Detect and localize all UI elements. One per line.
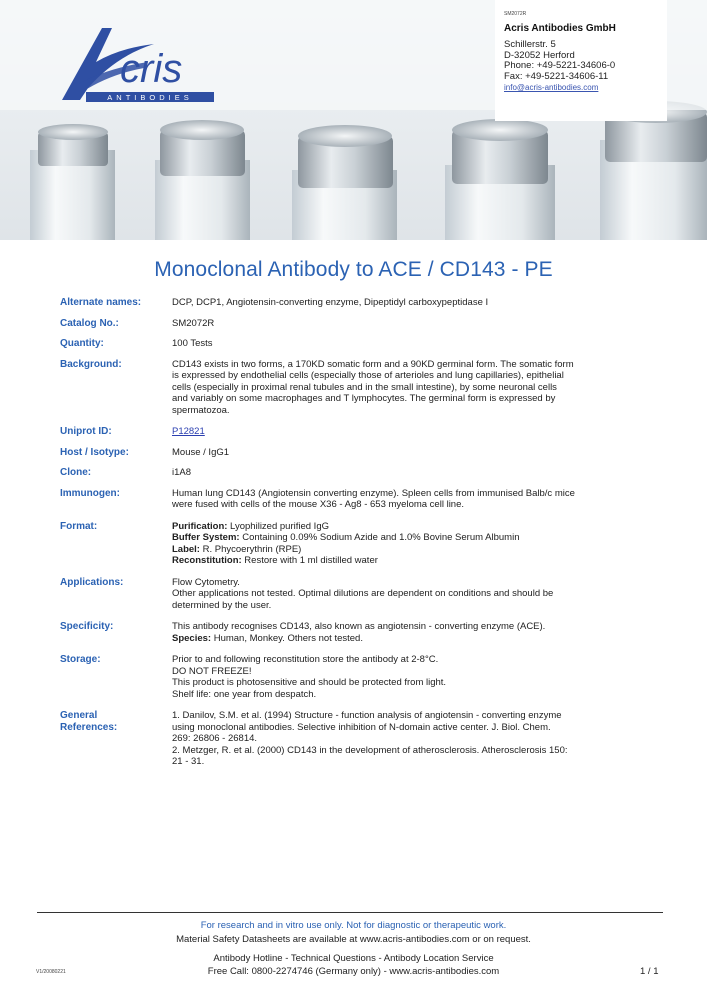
row-host [60, 447, 660, 459]
immunogen-line: Human lung CD143 (Angiotensin converting enzyme). Spleen cells from immunised Balb/c mice [172, 487, 575, 499]
value-applications [172, 577, 660, 612]
immunogen-line: were fused with cells of the mouse X36 - Ag8 - 653 myeloma cell line. [172, 499, 465, 510]
logo-wordmark: cris [120, 47, 183, 91]
applications-line: Other applications not tested. Optimal dilutions are dependent on conditions and should be [172, 588, 554, 599]
species-value: Human, Monkey. Others not tested. [211, 632, 363, 644]
format-purification [172, 521, 660, 533]
hotline-text: Antibody Hotline - Technical Questions - Antibody Location Service [213, 953, 494, 964]
logo-subtext: ANTIBODIES [107, 93, 193, 102]
specificity-species [172, 633, 660, 645]
row-background [60, 359, 660, 417]
reference-line: 21 - 31. [172, 756, 205, 767]
value-uniprot-wrap [172, 426, 660, 438]
company-name: Acris Antibodies GmbH [504, 23, 616, 34]
value-storage [172, 654, 660, 700]
format-reconstitution [172, 555, 660, 567]
format-buffer [172, 532, 660, 544]
row-quantity [60, 338, 660, 350]
vial-4 [445, 119, 555, 240]
label-storage: Storage: [60, 654, 101, 665]
acris-logo [58, 22, 218, 107]
label-background: Background: [60, 358, 122, 370]
species-label: Species: [172, 632, 212, 644]
header-banner [0, 0, 707, 240]
email-link[interactable]: info@acris-antibodies.com [504, 83, 599, 92]
vial-right [600, 101, 707, 240]
label-clone: Clone: [60, 467, 92, 478]
label-references [60, 710, 172, 768]
value-clone: i1A8 [172, 467, 192, 478]
reconstitution-label: Reconstitution: [172, 555, 242, 566]
address-phone: Phone: +49-5221-34606-0 [504, 60, 616, 71]
reference-line: 1. Danilov, S.M. et al. (1994) Structure - function analysis of angiotensin - converting enzyme [172, 710, 562, 721]
row-immunogen [60, 488, 660, 511]
references-label-line1: General [60, 710, 98, 721]
research-only-notice: For research and in vitro use only. Not for diagnostic or therapeutic work. [200, 920, 507, 931]
row-uniprot [60, 426, 660, 438]
label-specificity: Specificity: [60, 621, 114, 632]
label-host: Host / Isotype: [60, 446, 129, 458]
value-background [172, 359, 660, 417]
value-references [172, 710, 660, 768]
references-label-line2: References: [60, 721, 118, 733]
background-line: CD143 exists in two forms, a 170KD somatic form and a 90KD germinal form. The somatic form [172, 358, 574, 370]
applications-line: determined by the user. [172, 599, 272, 611]
applications-line: Flow Cytometry. [172, 576, 240, 588]
vial-left [30, 124, 115, 240]
version-code: V1/20080221 [36, 969, 66, 975]
storage-line: Shelf life: one year from despatch. [172, 688, 317, 700]
spec-table [60, 297, 660, 768]
footer-divider [37, 912, 663, 913]
row-specificity [60, 621, 660, 644]
label-alternate-names: Alternate names: [60, 297, 142, 308]
row-storage [60, 654, 660, 700]
background-line: cells (especially in proximal renal tubules and in the small intestine), by some neuronal cells [172, 381, 557, 393]
storage-line: This product is photosensitive and should be protected from light. [172, 677, 447, 688]
label-label: Label: [172, 543, 200, 555]
msds-notice: Material Safety Datasheets are available at www.acris-antibodies.com or on request. [176, 934, 531, 945]
label-format: Format: [60, 520, 98, 532]
value-quantity: 100 Tests [172, 338, 213, 349]
label-uniprot: Uniprot ID: [60, 426, 112, 437]
vial-3 [292, 125, 397, 240]
specificity-line: This antibody recognises CD143, also known as angiotensin - converting enzyme (ACE). [172, 621, 546, 632]
storage-line: Prior to and following reconstitution store the antibody at 2-8°C. [172, 654, 439, 665]
page-title: Monoclonal Antibody to ACE / CD143 - PE [154, 258, 553, 281]
label-quantity: Quantity: [60, 338, 104, 349]
reference-line: 269: 26806 - 26814. [172, 733, 258, 744]
value-specificity [172, 621, 660, 644]
background-line: is expressed by endothelial cells (especially those of arterioles and lung capillaries), epithelial [172, 370, 564, 381]
buffer-label: Buffer System: [172, 532, 240, 543]
free-call-text: Free Call: 0800-2274746 (Germany only) - www.acris-antibodies.com [207, 966, 500, 977]
label-value: R. Phycoerythrin (RPE) [199, 543, 302, 555]
address-city: D-32052 Herford [504, 49, 575, 61]
address-fax: Fax: +49-5221-34606-11 [504, 70, 609, 82]
row-format [60, 521, 660, 567]
label-immunogen: Immunogen: [60, 487, 120, 499]
vial-2 [155, 120, 250, 240]
label-catalog: Catalog No.: [60, 317, 119, 329]
reference-line: using monoclonal antibodies. Selective inhibition of N-domain active center. J. Biol. Chem. [172, 721, 551, 733]
buffer-value: Containing 0.09% Sodium Azide and 1.0% Bovine Serum Albumin [239, 532, 520, 543]
value-immunogen [172, 488, 660, 511]
address-street: Schillerstr. 5 [504, 39, 556, 50]
purification-label: Purification: [172, 520, 228, 532]
row-references [60, 710, 660, 768]
reconstitution-value: Restore with 1 ml distilled water [241, 555, 378, 566]
acris-logo-graphic [58, 22, 218, 107]
uniprot-link[interactable]: P12821 [172, 426, 205, 437]
value-format [172, 521, 660, 567]
purification-value: Lyophilized purified IgG [227, 520, 329, 532]
reference-line: 2. Metzger, R. et al. (2000) CD143 in the development of atherosclerosis. Atherosclerosis 150: [172, 744, 568, 756]
catalog-code-small: SM2072R [504, 11, 527, 17]
row-clone [60, 467, 660, 479]
value-alternate-names: DCP, DCP1, Angiotensin-converting enzyme, Dipeptidyl carboxypeptidase I [172, 297, 489, 308]
value-host: Mouse / IgG1 [172, 446, 230, 458]
row-catalog [60, 318, 660, 330]
background-line: and variably on some macrophages and T lymphocytes. The germinal form is expressed by [172, 393, 556, 404]
storage-line: DO NOT FREEZE! [172, 665, 252, 677]
format-label [172, 544, 660, 556]
background-line: spermatozoa. [172, 404, 230, 416]
label-applications: Applications: [60, 576, 124, 588]
value-catalog: SM2072R [172, 317, 215, 329]
row-alternate-names [60, 297, 660, 309]
page-number: 1 / 1 [640, 966, 659, 977]
company-address-box [495, 0, 667, 121]
row-applications [60, 577, 660, 612]
